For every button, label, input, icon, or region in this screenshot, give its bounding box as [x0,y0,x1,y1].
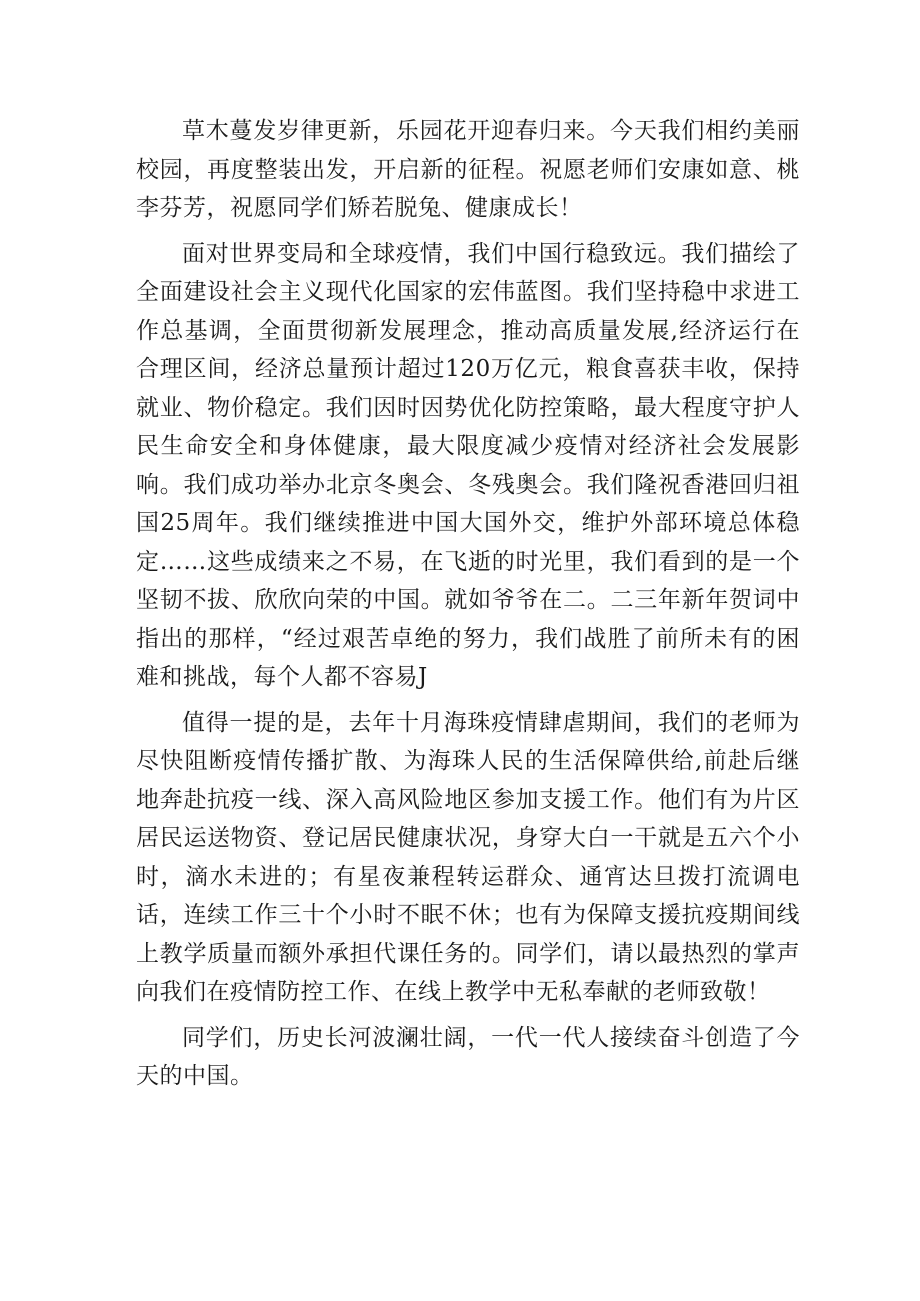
paragraph-teacher-tribute: 值得一提的是，去年十月海珠疫情肆虐期间，我们的老师为尽快阻断疫情传播扩散、为海珠人民的生活保障供给,前赴后继地奔赴抗疫一线、深入高风险地区参加支援工作。他们有为片区居民运送物资、登记居民健康状况，身穿大白一干就是五六个小时，滴水未进的；有星夜兼程转运群众、通宵达旦拨打流调电话，连续工作三十个小时不眠不休；也有为保障支援抗疫期间线上教学质量而额外承担代课任务的。同学们，请以最热烈的掌声向我们在疫情防控工作、在线上教学中无私奉献的老师致敬！ [136,709,800,1005]
paragraph-history-closing: 同学们，历史长河波澜壮阔，一代一代人接续奋斗创造了今天的中国。 [136,1024,800,1089]
document-body [136,112,800,1103]
paragraph-spring-greeting: 草木蔓发岁律更新，乐园花开迎春归来。今天我们相约美丽校园，再度整装出发，开启新的征程。祝愿老师们安康如意、桃李芬芳，祝愿同学们矫若脱兔、健康成长！ [136,118,800,221]
paragraph-national-achievements: 面对世界变局和全球疫情，我们中国行稳致远。我们描绘了全面建设社会主义现代化国家的宏伟蓝图。我们坚持稳中求进工作总基调，全面贯彻新发展理念，推动高质量发展,经济运行在合理区间，经济总量预计超过120万亿元，粮食喜获丰收，保持就业、物价稳定。我们因时因势优化防控策略，最大程度守护人民生命安全和身体健康，最大限度减少疫情对经济社会发展影响。我们成功举办北京冬奥会、冬残奥会。我们隆祝香港回归祖国25周年。我们继续推进中国大国外交，维护外部环境总体稳定……这些成绩来之不易，在飞逝的时光里，我们看到的是一个坚韧不拔、欣欣向荣的中国。就如爷爷在二。二三年新年贺词中指出的那样，“经过艰苦卓绝的努力，我们战胜了前所未有的困难和挑战，每个人都不容易J [136,240,800,690]
